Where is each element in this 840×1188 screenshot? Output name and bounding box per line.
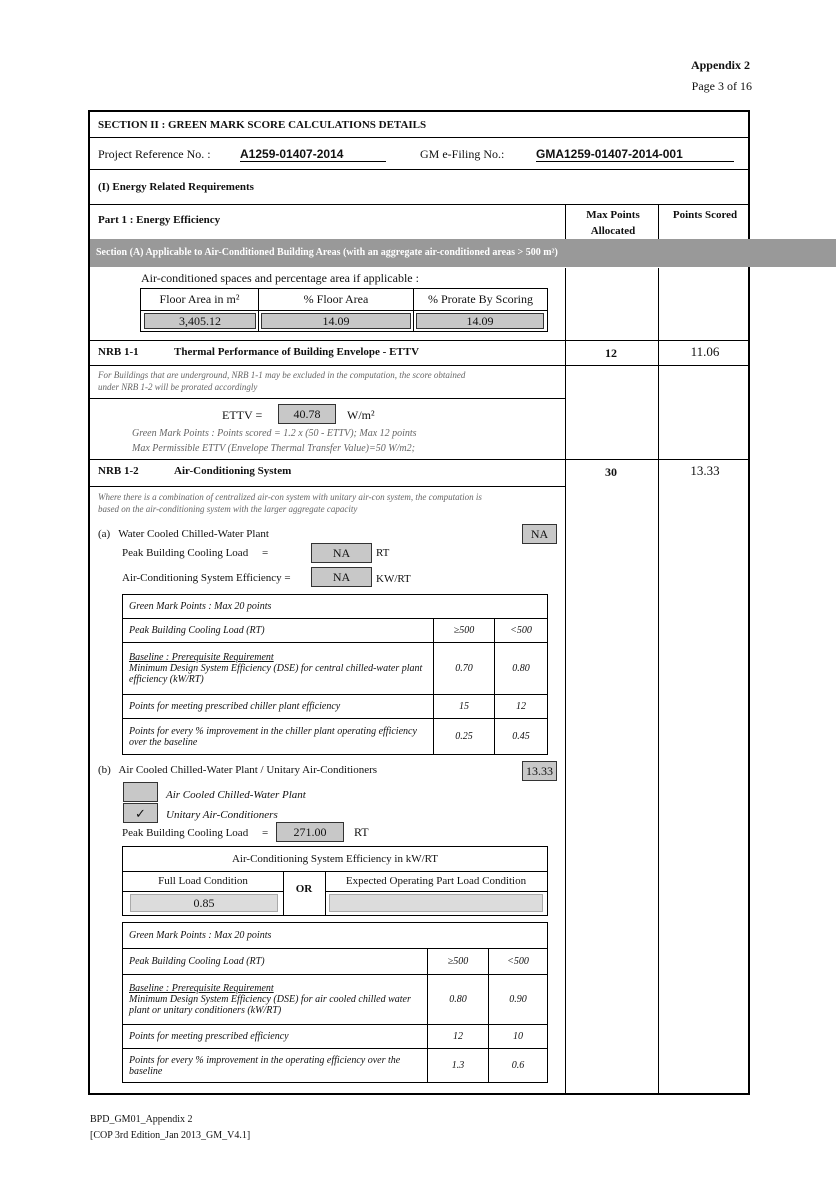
b-peak-unit: RT (354, 825, 369, 839)
energy-heading: (I) Energy Related Requirements (98, 181, 254, 193)
page-number: Page 3 of 16 (691, 79, 752, 93)
nrb12-max-points: 30 (605, 465, 617, 479)
air-cooled-result: 13.33 (522, 761, 557, 781)
b-peak-label: Peak Building Cooling Load = (122, 827, 269, 839)
a-peak-value: NA (311, 543, 372, 563)
a-row-c2: 12 (495, 695, 548, 719)
a-eff-unit: KW/RT (376, 573, 411, 585)
air-cooled-plant-option: Air Cooled Chilled-Water Plant (166, 789, 306, 801)
a-row-c1: 0.70 (434, 643, 495, 695)
nrb12-score: 13.33 (690, 463, 720, 478)
unitary-option: Unitary Air-Conditioners (166, 809, 278, 821)
nrb11-note: For Buildings that are underground, NRB 1-1 may be excluded in the computation, the score obtained under NRB 1-2 will be prorated accordingly (98, 370, 466, 392)
b-row-c2: 0.6 (489, 1049, 548, 1083)
b-baseline-heading: Baseline : Prerequisite Requirement (129, 983, 274, 994)
pct-prorate-header: % Prorate By Scoring (428, 292, 533, 306)
air-cooled-plant-checkbox[interactable] (123, 782, 158, 802)
ettv-formula-1: Green Mark Points : Points scored = 1.2 x (50 - ETTV); Max 12 points (132, 428, 417, 439)
aircon-table (140, 288, 548, 332)
air-cooled-label: (b) Air Cooled Chilled-Water Plant / Unitary Air-Conditioners (98, 764, 378, 776)
nrb11-title: Thermal Performance of Building Envelope - ETTV (174, 346, 420, 358)
or-label: OR (295, 883, 313, 895)
a-baseline-heading: Baseline : Prerequisite Requirement (129, 652, 274, 663)
b-eff-title: Air-Conditioning System Efficiency in kW/RT (231, 853, 439, 865)
a-row-c1: 15 (434, 695, 495, 719)
b-row-c2: <500 (489, 949, 548, 975)
b-row-c1: 0.80 (428, 975, 489, 1025)
pct-floor-area-header: % Floor Area (303, 292, 369, 306)
a-row-label: Peak Building Cooling Load (RT) (123, 619, 434, 643)
nrb12-title: Air-Conditioning System (174, 465, 292, 477)
a-row-c1: ≥500 (434, 619, 495, 643)
nrb11-max-points: 12 (605, 346, 617, 360)
ettv-formula-2: Max Permissible ETTV (Envelope Thermal Transfer Value)=50 W/m2; (132, 443, 415, 454)
a-peak-unit: RT (376, 547, 390, 559)
floor-area-header: Floor Area in m² (159, 292, 240, 306)
nrb11-code: NRB 1-1 (98, 346, 139, 358)
ettv-unit: W/m² (347, 408, 375, 422)
b-row-label: Minimum Design System Efficiency (DSE) for air cooled chilled water plant or unitary conditioners (kW/RT) (129, 994, 411, 1016)
full-load-value[interactable]: 0.85 (130, 894, 278, 912)
a-row-label: Points for every % improvement in the chiller plant operating efficiency over the baseline (123, 719, 434, 755)
b-row-c1: ≥500 (428, 949, 489, 975)
b-row-label: Points for meeting prescribed efficiency (123, 1025, 428, 1049)
b-row-c1: 1.3 (428, 1049, 489, 1083)
max-points-header: Max Points Allocated (586, 209, 640, 237)
b-table-title: Green Mark Points : Max 20 points (123, 923, 548, 949)
efiling-label: GM e-Filing No.: (420, 147, 505, 161)
project-ref-value: A1259-01407-2014 (240, 147, 386, 162)
a-row-c2: <500 (495, 619, 548, 643)
a-row-c1: 0.25 (434, 719, 495, 755)
a-row-c2: 0.80 (495, 643, 548, 695)
b-eff-table (122, 846, 548, 916)
b-row-label: Peak Building Cooling Load (RT) (123, 949, 428, 975)
full-load-label: Full Load Condition (158, 875, 248, 887)
b-points-table (122, 922, 548, 1083)
b-row-c2: 10 (489, 1025, 548, 1049)
efiling-value: GMA1259-01407-2014-001 (536, 147, 734, 162)
b-row-c1: 12 (428, 1025, 489, 1049)
b-peak-value: 271.00 (276, 822, 344, 842)
nrb12-note: Where there is a combination of centralized air-con system with unitary air-con system, the computation is based on the air-conditioning system with the larger aggregate capacity (98, 492, 482, 514)
a-eff-label: Air-Conditioning System Efficiency = (122, 572, 291, 584)
a-points-table (122, 594, 548, 755)
water-cooled-result: NA (522, 524, 557, 544)
unitary-checkbox[interactable]: ✓ (123, 803, 158, 823)
a-eff-value: NA (311, 567, 372, 587)
footer-doc-id: BPD_GM01_Appendix 2 (90, 1114, 193, 1125)
appendix-label: Appendix 2 (690, 58, 750, 72)
pct-floor-area-value: 14.09 (261, 313, 411, 329)
floor-area-value: 3,405.12 (144, 313, 256, 329)
ettv-value: 40.78 (278, 404, 336, 424)
part-load-value[interactable] (329, 894, 543, 912)
section-title: SECTION II : GREEN MARK SCORE CALCULATIONS DETAILS (98, 119, 427, 131)
ettv-label: ETTV = (222, 408, 263, 422)
points-scored-header: Points Scored (672, 209, 738, 221)
part-load-label: Expected Operating Part Load Condition (345, 875, 527, 887)
section-a-bar: Section (A) Applicable to Air-Conditioned Building Areas (with an aggregate air-conditioned areas > 500 m²) (90, 239, 836, 267)
b-row-label: Points for every % improvement in the operating efficiency over the baseline (123, 1049, 428, 1083)
a-row-c2: 0.45 (495, 719, 548, 755)
a-peak-label: Peak Building Cooling Load = (122, 547, 269, 559)
water-cooled-label: (a) Water Cooled Chilled-Water Plant (98, 528, 269, 540)
a-table-title: Green Mark Points : Max 20 points (123, 595, 548, 619)
a-row-label: Points for meeting prescribed chiller plant efficiency (123, 695, 434, 719)
a-row-label: Minimum Design System Efficiency (DSE) for central chilled-water plant efficiency (kW/RT) (129, 663, 423, 685)
footer-edition: [COP 3rd Edition_Jan 2013_GM_V4.1] (90, 1130, 251, 1141)
b-row-c2: 0.90 (489, 975, 548, 1025)
nrb11-score: 11.06 (690, 344, 720, 359)
nrb12-code: NRB 1-2 (98, 465, 139, 477)
part1-title: Part 1 : Energy Efficiency (98, 214, 221, 226)
project-ref-label: Project Reference No. : (98, 147, 211, 161)
pct-prorate-value: 14.09 (416, 313, 544, 329)
aircon-spaces-label: Air-conditioned spaces and percentage area if applicable : (141, 271, 419, 285)
